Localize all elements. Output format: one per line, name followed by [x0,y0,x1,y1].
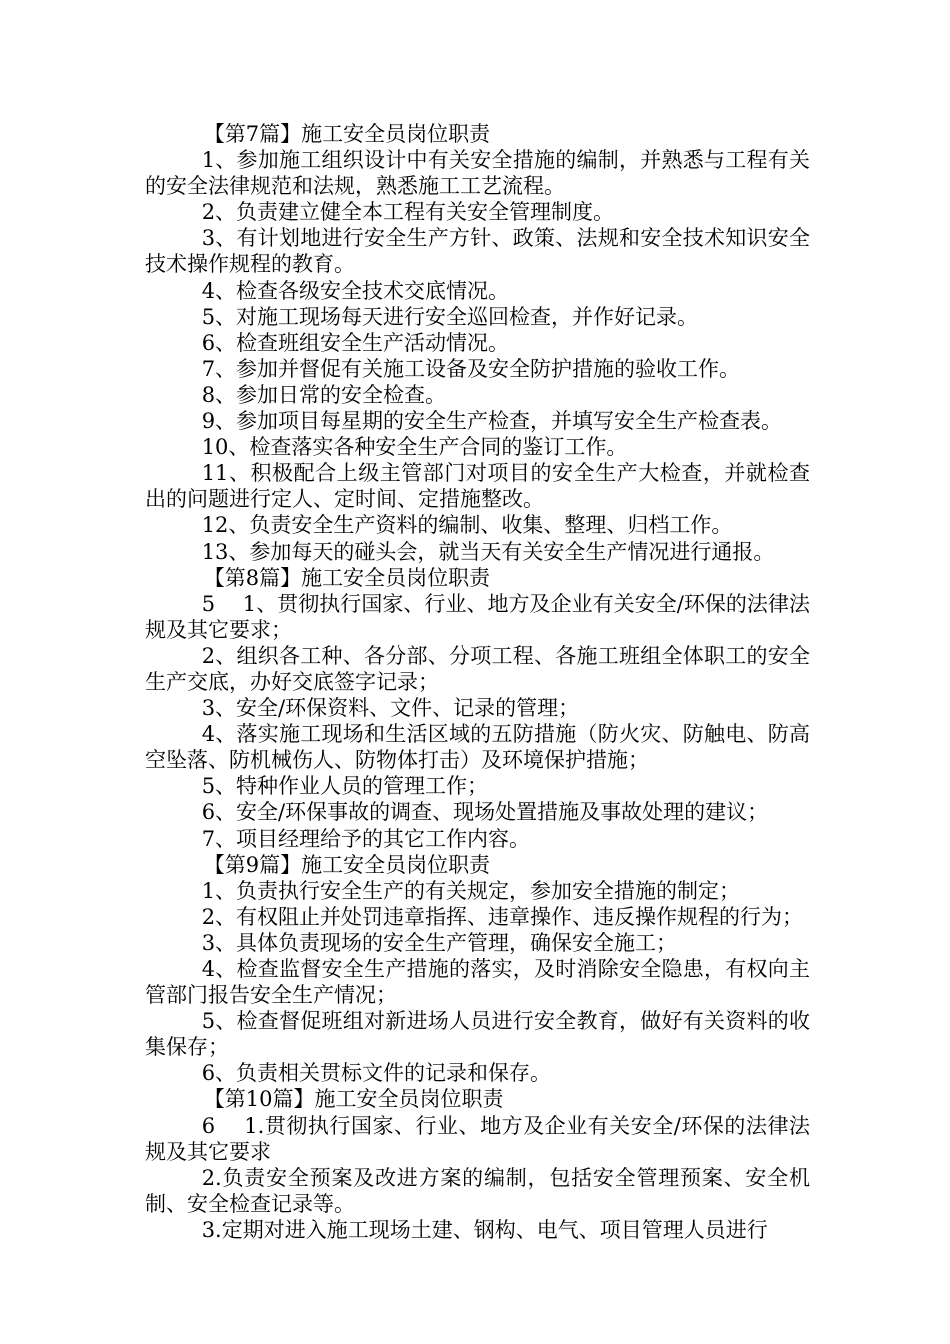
paragraph: 4、检查监督安全生产措施的落实，及时消除安全隐患，有权向主管部门报告安全生产情况； [145,957,810,1008]
paragraph: 5 1、贯彻执行国家、行业、地方及企业有关安全/环保的法律法规及其它要求； [145,591,810,642]
paragraph: 3、安全/环保资料、文件、记录的管理； [201,696,580,721]
paragraph: 6、负责相关贯标文件的记录和保存。 [201,1061,552,1086]
section-heading-7: 【第7篇】施工安全员岗位职责 [203,122,491,146]
paragraph: 6 1.贯彻执行国家、行业、地方及企业有关安全/环保的法律法规及其它要求 [145,1113,810,1164]
paragraph: 13、参加每天的碰头会，就当天有关安全生产情况进行通报。 [201,539,775,564]
paragraph: 7、项目经理给予的其它工作内容。 [201,826,531,851]
paragraph: 7、参加并督促有关施工设备及安全防护措施的验收工作。 [201,356,741,381]
paragraph: 12、负责安全生产资料的编制、收集、整理、归档工作。 [201,513,733,538]
paragraph: 3、具体负责现场的安全生产管理，确保安全施工； [201,930,678,955]
paragraph: 2、负责建立健全本工程有关安全管理制度。 [201,200,615,225]
paragraph: 1、负责执行安全生产的有关规定，参加安全措施的制定； [201,878,741,903]
paragraph: 2.负责安全预案及改进方案的编制，包括安全管理预案、安全机制、安全检查记录等。 [145,1165,810,1216]
section-heading-10: 【第10篇】施工安全员岗位职责 [203,1087,504,1112]
paragraph: 3.定期对进入施工现场土建、钢构、电气、项目管理人员进行 [201,1217,768,1242]
paragraph: 9、参加项目每星期的安全生产检查，并填写安全生产检查表。 [201,409,783,434]
paragraph: 5、特种作业人员的管理工作； [201,774,489,799]
document-body [145,121,810,1243]
paragraph: 5、对施工现场每天进行安全巡回检查，并作好记录。 [201,304,699,329]
paragraph: 6、检查班组安全生产活动情况。 [201,330,510,355]
paragraph: 6、安全/环保事故的调查、现场处置措施及事故处理的建议； [201,800,769,825]
paragraph: 10、检查落实各种安全生产合同的鉴订工作。 [201,435,628,460]
paragraph: 8、参加日常的安全检查。 [201,382,447,407]
paragraph: 2、有权阻止并处罚违章指挥、违章操作、违反操作规程的行为； [201,904,804,929]
paragraph: 2、组织各工种、各分部、分项工程、各施工班组全体职工的安全生产交底，办好交底签字记录； [145,643,810,694]
paragraph: 11、积极配合上级主管部门对项目的安全生产大检查，并就检查出的问题进行定人、定时间、定措施整改。 [145,461,810,512]
paragraph: 4、检查各级安全技术交底情况。 [201,278,510,303]
paragraph: 4、落实施工现场和生活区域的五防措施（防火灾、防触电、防高空坠落、防机械伤人、防物体打击）及环境保护措施； [145,722,810,773]
paragraph: 3、有计划地进行安全生产方针、政策、法规和安全技术知识安全技术操作规程的教育。 [145,226,810,277]
paragraph: 1、参加施工组织设计中有关安全措施的编制，并熟悉与工程有关的安全法律规范和法规，熟悉施工工艺流程。 [145,148,810,199]
section-heading-9: 【第9篇】施工安全员岗位职责 [203,852,491,877]
paragraph: 5、检查督促班组对新进场人员进行安全教育，做好有关资料的收集保存； [145,1009,810,1060]
section-heading-8: 【第8篇】施工安全员岗位职责 [203,565,491,590]
